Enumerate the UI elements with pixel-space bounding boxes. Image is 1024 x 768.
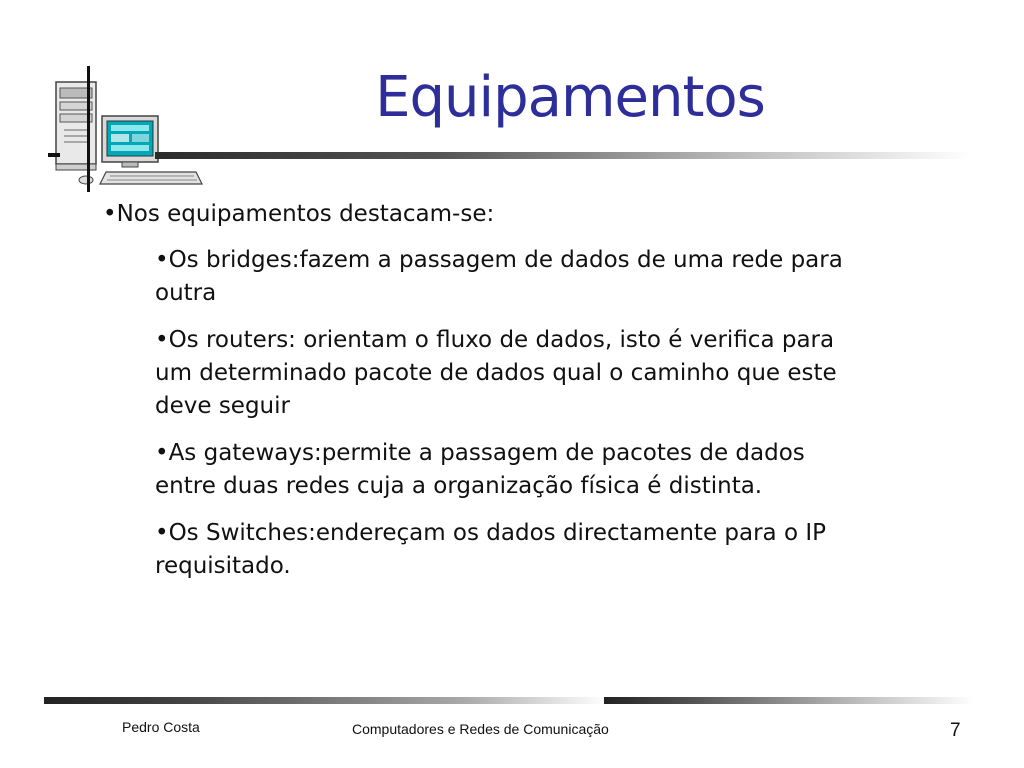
slide-title: Equipamentos bbox=[375, 65, 765, 130]
footer-rule-right bbox=[604, 697, 974, 704]
bullet-switches: •Os Switches:endereçam os dados directamente para o IP requisitado. bbox=[155, 520, 826, 579]
computer-workstation-icon bbox=[44, 60, 204, 190]
title-underline bbox=[155, 152, 970, 159]
footer-rule-left bbox=[44, 697, 606, 704]
footer-page-number: 7 bbox=[950, 720, 961, 741]
slide-body bbox=[103, 198, 873, 597]
bullet-level1: •Nos equipamentos destacam-se: bbox=[103, 201, 495, 227]
vertical-accent-line bbox=[87, 66, 90, 192]
bullet-gateways: •As gateways:permite a passagem de pacotes de dados entre duas redes cuja a organização física é distinta. bbox=[155, 440, 805, 499]
horizontal-accent-tick bbox=[48, 153, 60, 157]
footer-author: Pedro Costa bbox=[122, 719, 200, 735]
bullet-routers: •Os routers: orientam o fluxo de dados, isto é verifica para um determinado pacote de dados qual o caminho que este deve seguir bbox=[155, 327, 837, 419]
footer-course: Computadores e Redes de Comunicação bbox=[352, 721, 609, 737]
bullet-bridges: •Os bridges:fazem a passagem de dados de uma rede para outra bbox=[155, 247, 843, 306]
